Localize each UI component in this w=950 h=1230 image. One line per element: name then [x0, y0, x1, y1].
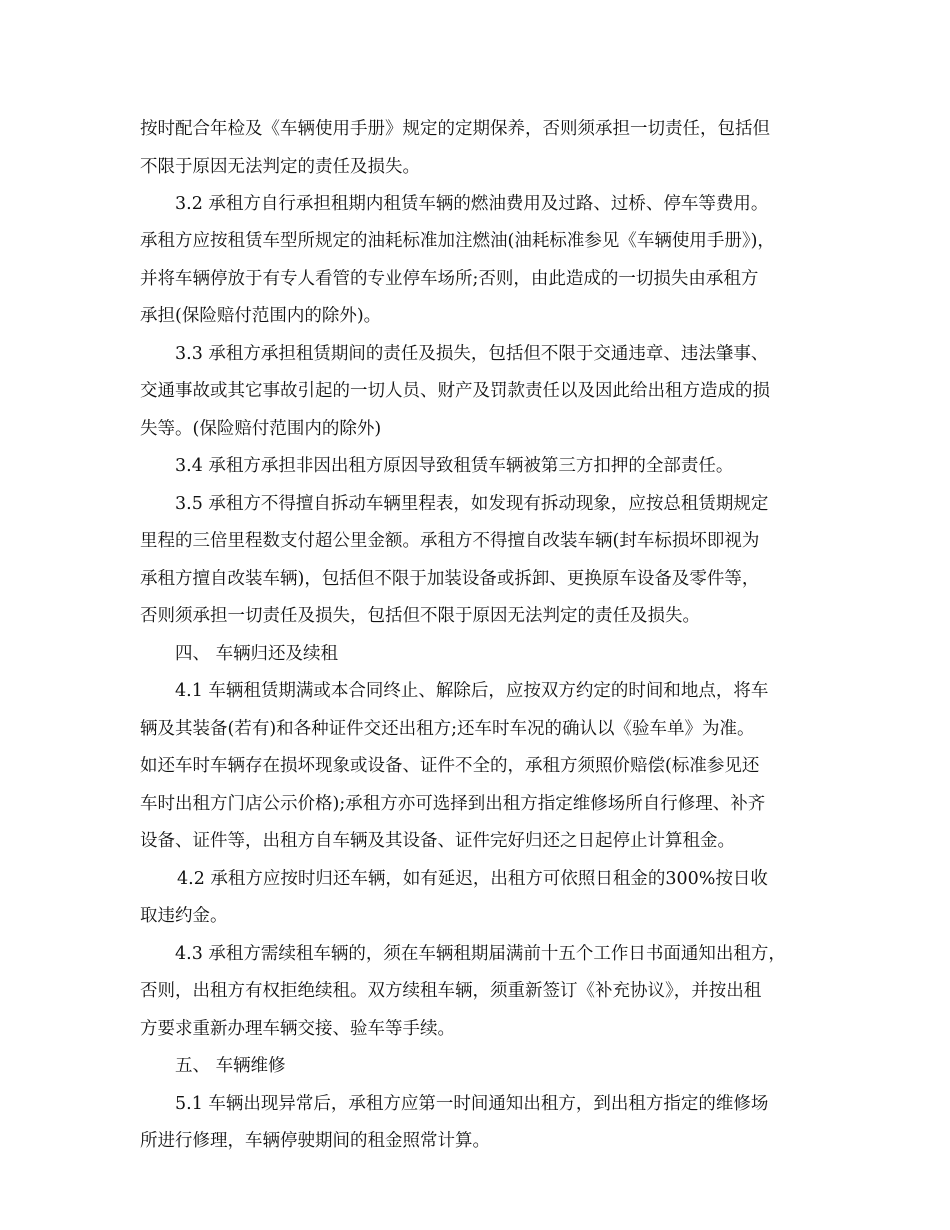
section-heading-4: 四、 车辆归还及续租	[175, 644, 339, 664]
text-line: 承租方应按租赁车型所规定的油耗标准加注燃油(油耗标准参见《车辆使用手册》)，	[140, 231, 775, 251]
text-line: 承租方擅自改装车辆)，包括但不限于加装设备或拆卸、更换原车设备及零件等，	[140, 569, 760, 589]
section-heading-5: 五、 车辆维修	[175, 1056, 286, 1076]
text-line: 设备、证件等，出租方自车辆及其设备、证件完好归还之日起停止计算租金。	[140, 831, 735, 851]
text-line: 承担(保险赔付范围内的除外)。	[140, 306, 382, 326]
text-line: 取违约金。	[140, 906, 228, 926]
clause-4-3: 4.3 承租方需续租车辆的，须在车辆租期届满前十五个工作日书面通知出租方，	[175, 944, 786, 964]
text-line: 否则须承担一切责任及损失，包括但不限于原因无法判定的责任及损失。	[140, 606, 700, 626]
text-line: 里程的三倍里程数支付超公里金额。承租方不得擅自改装车辆(封车标损坏即视为	[140, 531, 760, 551]
clause-3-4: 3.4 承租方承担非因出租方原因导致租赁车辆被第三方扣押的全部责任。	[175, 456, 734, 476]
text-line: 失等。(保险赔付范围内的除外)	[140, 419, 382, 439]
clause-5-1: 5.1 车辆出现异常后，承租方应第一时间通知出租方，到出租方指定的维修场	[175, 1094, 769, 1114]
text-line: 交通事故或其它事故引起的一切人员、财产及罚款责任以及因此给出租方造成的损	[140, 381, 770, 401]
text-line: 所进行修理，车辆停驶期间的租金照常计算。	[140, 1131, 490, 1151]
text-line: 不限于原因无法判定的责任及损失。	[140, 157, 420, 177]
text-line: 车时出租方门店公示价格);承租方亦可选择到出租方指定维修场所自行修理、补齐	[140, 794, 766, 814]
text-line: 如还车时车辆存在损坏现象或设备、证件不全的，承租方须照价赔偿(标准参见还	[140, 756, 760, 776]
text-line: 方要求重新办理车辆交接、验车等手续。	[140, 1019, 455, 1039]
text-line: 否则，出租方有权拒绝续租。双方续租车辆，须重新签订《补充协议》，并按出租	[140, 981, 762, 1001]
clause-3-3: 3.3 承租方承担租赁期间的责任及损失，包括但不限于交通违章、违法肇事、	[175, 344, 769, 364]
text-line: 辆及其装备(若有)和各种证件交还出租方;还车时车况的确认以《验车单》为准。	[140, 719, 755, 739]
text-line: 并将车辆停放于有专人看管的专业停车场所;否则，由此造成的一切损失由承租方	[140, 269, 759, 289]
clause-3-2: 3.2 承租方自行承担租期内租赁车辆的燃油费用及过路、过桥、停车等费用。	[175, 194, 769, 214]
clause-4-1: 4.1 车辆租赁期满或本合同终止、解除后，应按双方约定的时间和地点，将车	[175, 681, 769, 701]
clause-4-2: 4.2 承租方应按时归还车辆，如有延迟，出租方可依照日租金的300%按日收	[177, 869, 768, 889]
text-line: 按时配合年检及《车辆使用手册》规定的定期保养，否则须承担一切责任，包括但	[140, 119, 770, 139]
clause-3-5: 3.5 承租方不得擅自拆动车辆里程表，如发现有拆动现象，应按总租赁期规定	[175, 494, 769, 514]
